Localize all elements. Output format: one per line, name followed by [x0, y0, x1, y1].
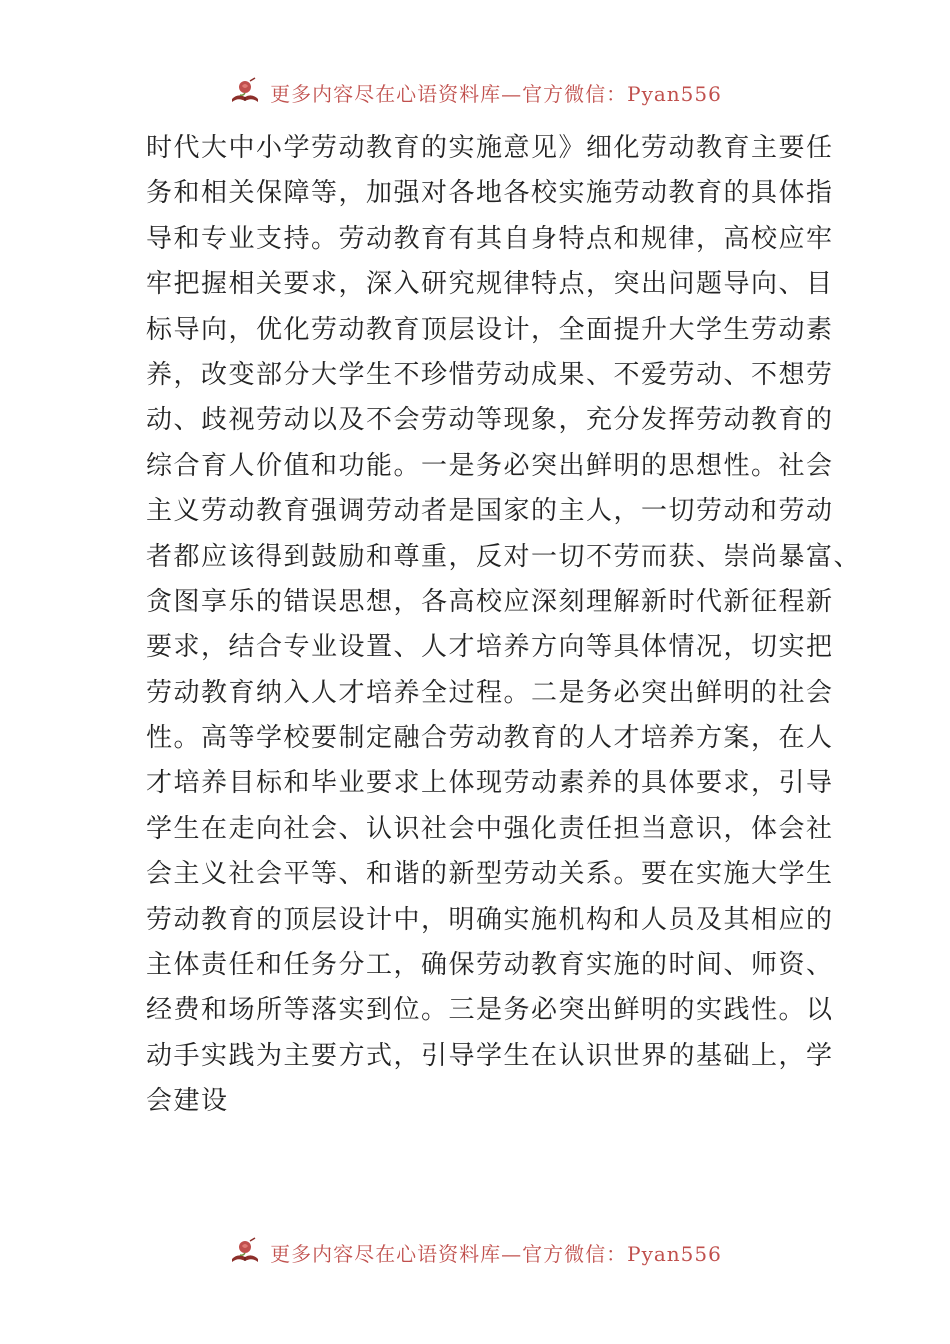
- text-line: 才培养目标和毕业要求上体现劳动素养的具体要求，引导: [146, 768, 834, 799]
- book-rose-logo-icon: [228, 75, 262, 109]
- text-line: 务和相关保障等，加强对各地各校实施劳动教育的具体指: [146, 178, 834, 209]
- text-line: 贪图享乐的错误思想，各高校应深刻理解新时代新征程新: [146, 586, 834, 617]
- text-line: 主体责任和任务分工，确保劳动教育实施的时间、师资、: [146, 950, 834, 981]
- book-rose-logo-icon: [228, 1235, 262, 1269]
- text-line: 者都应该得到鼓励和尊重，反对一切不劳而获、崇尚暴富、: [146, 541, 862, 572]
- text-line: 主义劳动教育强调劳动者是国家的主人，一切劳动和劳动: [146, 496, 834, 527]
- footer-banner: [0, 1232, 950, 1272]
- header-banner: [0, 72, 950, 112]
- text-line: 标导向，优化劳动教育顶层设计，全面提升大学生劳动素: [146, 314, 834, 345]
- text-line: 劳动教育纳入人才培养全过程。二是务必突出鲜明的社会: [146, 677, 834, 708]
- text-line: 劳动教育的顶层设计中，明确实施机构和人员及其相应的: [146, 904, 834, 935]
- text-line: 导和专业支持。劳动教育有其自身特点和规律，高校应牢: [146, 223, 834, 254]
- text-line: 牢把握相关要求，深入研究规律特点，突出问题导向、目: [146, 269, 834, 300]
- text-line: 养，改变部分大学生不珍惜劳动成果、不爱劳动、不想劳: [146, 359, 834, 390]
- footer-banner-text: 更多内容尽在心语资料库—官方微信：Pyan556: [270, 1241, 722, 1266]
- text-line: 性。高等学校要制定融合劳动教育的人才培养方案，在人: [146, 723, 834, 754]
- body-paragraph: [146, 126, 862, 1125]
- text-line: 经费和场所等落实到位。三是务必突出鲜明的实践性。以: [146, 995, 834, 1026]
- text-line: 学生在走向社会、认识社会中强化责任担当意识，体会社: [146, 813, 834, 844]
- header-banner-text: 更多内容尽在心语资料库—官方微信：Pyan556: [270, 81, 722, 106]
- text-line: 动手实践为主要方式，引导学生在认识世界的基础上，学: [146, 1040, 834, 1071]
- text-line: 会主义社会平等、和谐的新型劳动关系。要在实施大学生: [146, 859, 834, 890]
- text-line: 综合育人价值和功能。一是务必突出鲜明的思想性。社会: [146, 450, 834, 481]
- text-line: 会建设: [146, 1086, 229, 1117]
- text-line: 要求，结合专业设置、人才培养方向等具体情况，切实把: [146, 632, 834, 663]
- text-line: 动、歧视劳动以及不会劳动等现象，充分发挥劳动教育的: [146, 405, 834, 436]
- text-line: 时代大中小学劳动教育的实施意见》细化劳动教育主要任: [146, 133, 834, 163]
